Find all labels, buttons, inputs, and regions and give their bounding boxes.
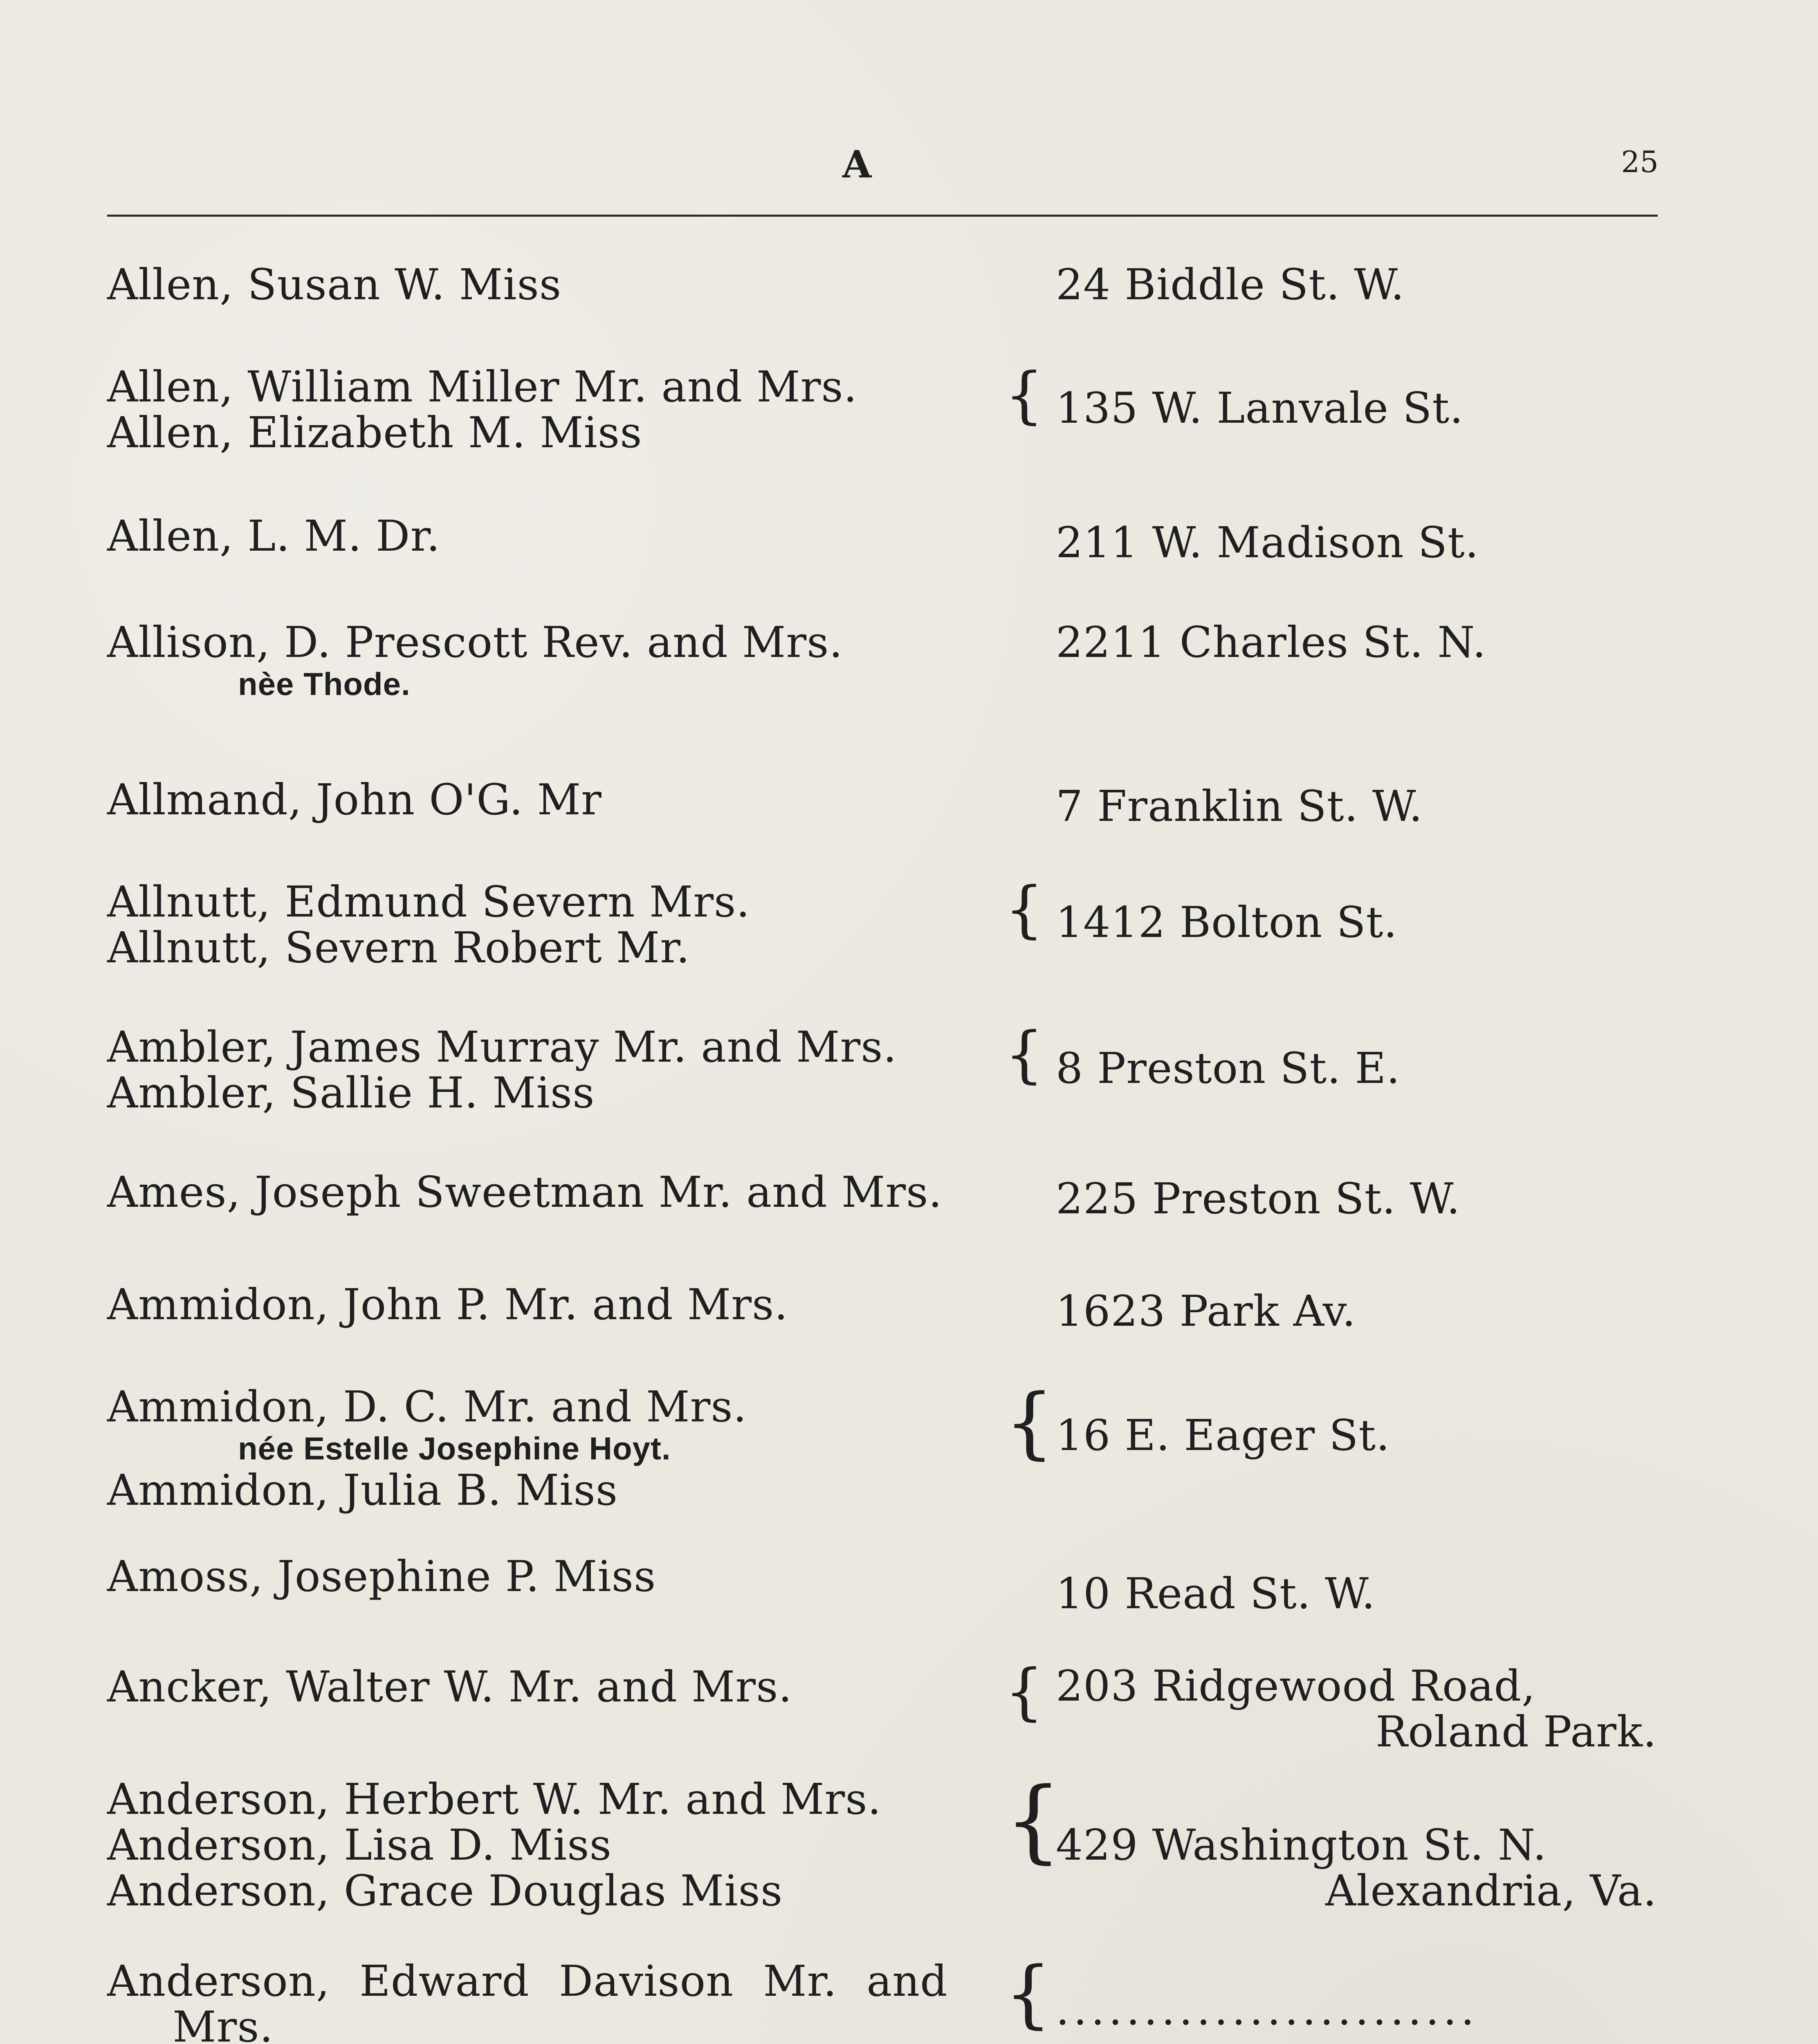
brace-icon: { (1005, 360, 1044, 431)
entry-address (1056, 1571, 1657, 1616)
resident-name: Allnutt, Edmund Severn Mrs. (107, 877, 750, 927)
brace-icon: { (1005, 1768, 1062, 1873)
resident-name: Anderson, Lisa D. Miss (107, 1820, 612, 1870)
resident-name: Allen, Susan W. Miss (107, 260, 562, 309)
address-line: 211 W. Madison St. (1056, 518, 1479, 567)
entry-address (1056, 619, 1657, 665)
brace-icon: { (1005, 1951, 1052, 2037)
address-line: 1412 Bolton St. (1056, 897, 1398, 947)
resident-name: Amoss, Josephine P. Miss (107, 1551, 656, 1601)
resident-name: Ancker, Walter W. Mr. and Mrs. (107, 1662, 792, 1712)
entry-names (107, 1776, 998, 1914)
address-line: 2211 Charles St. N. (1056, 617, 1486, 667)
entry-names (107, 619, 998, 703)
entry-names (107, 1958, 998, 2044)
brace-icon: { (1005, 1656, 1044, 1728)
entry-address (1056, 1412, 1657, 1458)
entry-address (1056, 783, 1657, 829)
entry-address (1056, 1045, 1657, 1091)
resident-name: Allmand, John O'G. Mr (107, 775, 602, 825)
resident-name: Anderson, Herbert W. Mr. and Mrs. (107, 1774, 882, 1824)
resident-name: Allen, Elizabeth M. Miss (107, 408, 642, 457)
entry-names (107, 364, 998, 455)
resident-name: Anderson, Grace Douglas Miss (107, 1866, 783, 1916)
resident-name: Anderson, Edward Davison Mr. and (107, 1956, 948, 2006)
entry-names (107, 1664, 998, 1710)
address-line: 203 Ridgewood Road, (1056, 1661, 1536, 1711)
address-line: 24 Biddle St. W. (1056, 260, 1405, 309)
entry-address (1056, 1288, 1657, 1334)
resident-name: Allnutt, Severn Robert Mr. (107, 923, 690, 973)
maiden-name-note: née Estelle Josephine Hoyt. (238, 1430, 671, 1466)
resident-name: Ambler, Sallie H. Miss (107, 1068, 595, 1118)
entry-names (107, 1553, 998, 1599)
resident-name: Allen, L. M. Dr. (107, 511, 440, 561)
resident-name: Ammidon, D. C. Mr. and Mrs. (107, 1382, 747, 1432)
maiden-name-note: nèe Thode. (238, 666, 411, 702)
address-line: 1623 Park Av. (1056, 1286, 1356, 1336)
resident-name: Ammidon, Julia B. Miss (107, 1465, 618, 1515)
resident-name: Mrs. (173, 2002, 274, 2044)
entry-address (1056, 1663, 1657, 1755)
address-line: 16 E. Eager St. (1056, 1410, 1390, 1460)
entry-address (1056, 262, 1657, 307)
address-line: Alexandria, Va. (1325, 1866, 1657, 1916)
entry-address (1056, 1174, 1657, 1224)
entry-names (107, 262, 998, 307)
address-line: 429 Washington St. N. (1056, 1820, 1547, 1870)
address-line: Roland Park. (1376, 1707, 1657, 1757)
brace-icon: { (1005, 1019, 1044, 1090)
entry-names (107, 513, 998, 559)
entry-names (107, 777, 998, 823)
entry-names (107, 1282, 998, 1327)
entry-names (107, 877, 998, 973)
resident-name: Ammidon, John P. Mr. and Mrs. (107, 1280, 788, 1329)
address-placeholder-dots: ........................ (1056, 1985, 1479, 2035)
address-line: 7 Franklin St. W. (1056, 781, 1423, 831)
address-line: 10 Read St. W. (1056, 1569, 1376, 1618)
brace-icon: { (1005, 874, 1044, 945)
address-line: 135 W. Lanvale St. (1056, 383, 1464, 433)
resident-name: Ames, Joseph Sweetman Mr. and Mrs. (107, 1167, 943, 1217)
entry-names (107, 1384, 998, 1513)
entry-address (1056, 899, 1657, 945)
brace-icon: { (1005, 1377, 1054, 1468)
header-rule (107, 215, 1658, 217)
entry-address (1056, 1822, 1657, 1914)
section-letter: A (842, 142, 873, 186)
entry-names (107, 1024, 998, 1116)
address-line: 8 Preston St. E. (1056, 1043, 1401, 1093)
resident-name: Ambler, James Murray Mr. and Mrs. (107, 1022, 897, 1072)
resident-name: Allen, William Miller Mr. and Mrs. (107, 362, 857, 412)
resident-name: Allison, D. Prescott Rev. and Mrs. (107, 617, 843, 667)
address-line: 225 Preston St. W. (1056, 1174, 1461, 1224)
entry-names (107, 1169, 998, 1215)
page-number: 25 (1621, 145, 1659, 179)
entry-address (1056, 385, 1657, 431)
entry-address (1056, 520, 1657, 565)
